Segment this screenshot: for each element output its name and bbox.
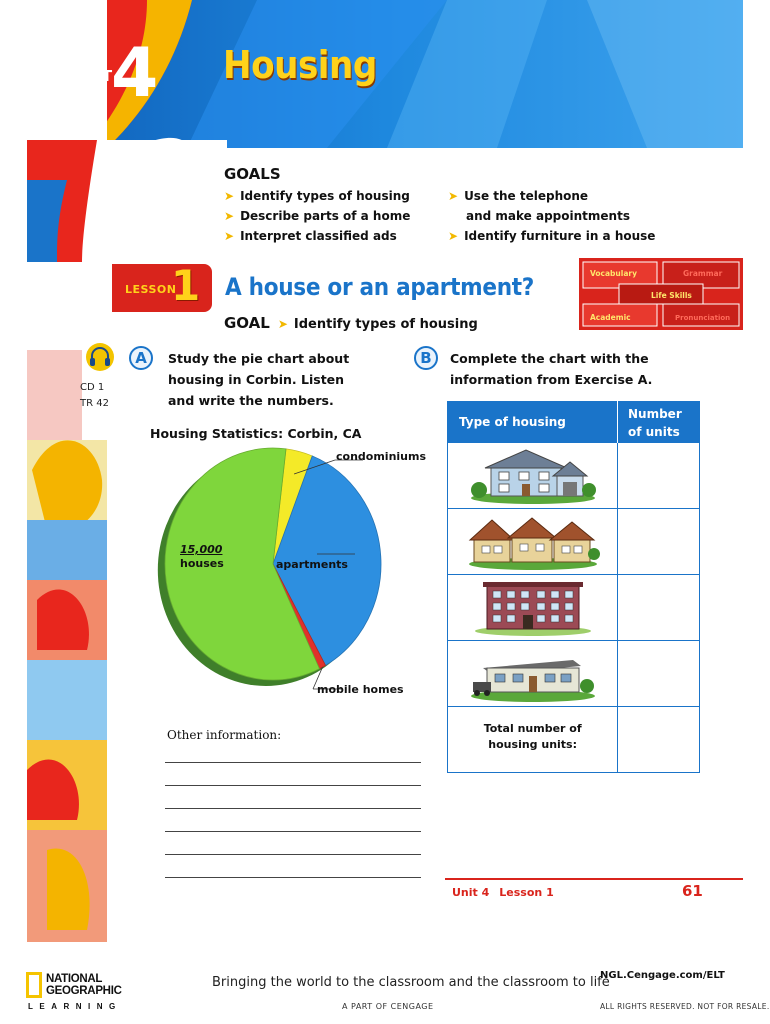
goals-list-right	[448, 186, 655, 246]
write-line[interactable]	[165, 831, 421, 832]
goal-word: GOAL	[224, 314, 270, 332]
lesson-number: 1	[171, 261, 201, 310]
label-condominiums: condominiums	[336, 450, 427, 463]
units-cell[interactable]	[618, 509, 699, 574]
decorative-side-art	[27, 0, 107, 942]
page-number: 61	[682, 882, 703, 900]
audio-track: TR 42	[80, 398, 109, 409]
units-cell[interactable]	[618, 641, 699, 706]
yellow-border-icon	[26, 972, 42, 998]
arrow-icon: ➤	[448, 229, 459, 243]
footer-location: Unit 4 Lesson 1	[452, 886, 554, 899]
banner-curve	[107, 140, 227, 280]
footer-rule	[445, 878, 743, 880]
part-of-cengage: A PART OF CENGAGE	[342, 1002, 434, 1011]
goal-item: ➤ Use the telephone	[448, 189, 589, 203]
apartment-building-icon	[473, 579, 593, 637]
arrow-icon: ➤	[224, 189, 235, 203]
table-row	[447, 509, 700, 575]
arrow-icon: ➤	[277, 317, 288, 331]
write-line[interactable]	[165, 762, 421, 763]
units-cell[interactable]	[618, 575, 699, 640]
lesson-goal	[224, 314, 478, 332]
write-line[interactable]	[165, 877, 421, 878]
rights-notice: ALL RIGHTS RESERVED. NOT FOR RESALE.	[600, 1002, 770, 1011]
exercise-a-instructions: Study the pie chart about housing in Corbin. Listen and write the numbers.	[168, 351, 350, 408]
housing-table	[447, 401, 700, 773]
lesson-title: A house or an apartment?	[225, 273, 535, 301]
table-total-row	[447, 707, 700, 773]
website-link[interactable]: NGL.Cengage.com/ELT	[600, 970, 725, 981]
condo-icon	[466, 514, 600, 570]
national-geographic-logo: NATIONAL GEOGRAPHIC LEARNING	[28, 973, 122, 1011]
col-number-header: Number of units	[628, 407, 682, 439]
headphones-icon[interactable]	[85, 342, 115, 372]
label-mobile-homes: mobile homes	[317, 683, 404, 696]
skills-puzzle-icon	[579, 258, 743, 330]
arrow-icon: ➤	[448, 189, 459, 203]
goal-item: ➤ Interpret classified ads	[224, 229, 397, 243]
total-label: Total number of housing units:	[448, 707, 618, 772]
pie-chart	[135, 440, 435, 710]
table-row	[447, 641, 700, 707]
total-cell[interactable]	[618, 707, 699, 772]
lesson-label: LESSON	[125, 283, 177, 296]
unit-label: UNIT	[70, 67, 113, 85]
arrow-icon: ➤	[224, 209, 235, 223]
puzzle-vocabulary: Vocabulary	[590, 269, 637, 278]
write-line[interactable]	[165, 808, 421, 809]
value-houses: 15,000	[180, 543, 223, 556]
puzzle-academic: Academic	[590, 313, 631, 322]
goal-item: ➤ Identify types of housing	[224, 189, 410, 203]
unit-number: 4	[111, 34, 159, 113]
mobile-home-icon	[469, 646, 597, 702]
goal-item: ➤ Describe parts of a home	[224, 209, 411, 223]
goals-list-left	[224, 186, 410, 246]
table-header	[447, 401, 700, 443]
puzzle-pronunciation: Pronunciation	[675, 314, 731, 322]
other-info-label: Other information:	[167, 728, 282, 742]
tagline: Bringing the world to the classroom and the classroom to life	[212, 975, 610, 990]
col-type-header: Type of housing	[447, 401, 618, 443]
write-line[interactable]	[165, 854, 421, 855]
puzzle-life-skills: Life Skills	[651, 291, 692, 300]
puzzle-grammar: Grammar	[683, 269, 723, 278]
exercise-b-badge: B	[414, 346, 438, 370]
table-row	[447, 575, 700, 641]
arrow-icon: ➤	[224, 229, 235, 243]
page-title: Housing	[223, 43, 377, 87]
textbook-page	[27, 0, 743, 942]
write-line[interactable]	[165, 785, 421, 786]
chart-title: Housing Statistics: Corbin, CA	[150, 426, 362, 441]
goal-item: ➤ Identify furniture in a house	[448, 229, 656, 243]
label-houses: houses	[180, 557, 224, 570]
exercise-b-instructions: Complete the chart with the information from Exercise A.	[450, 351, 653, 387]
goal-text: Identify types of housing	[293, 317, 478, 332]
goal-item-continued: and make appointments	[466, 209, 630, 223]
house-icon	[469, 448, 597, 504]
exercise-a-badge: A	[129, 346, 153, 370]
units-cell[interactable]	[618, 443, 699, 508]
table-row	[447, 443, 700, 509]
goals-heading: GOALS	[224, 165, 281, 183]
label-apartments: apartments	[276, 558, 348, 571]
audio-cd: CD 1	[80, 382, 105, 393]
